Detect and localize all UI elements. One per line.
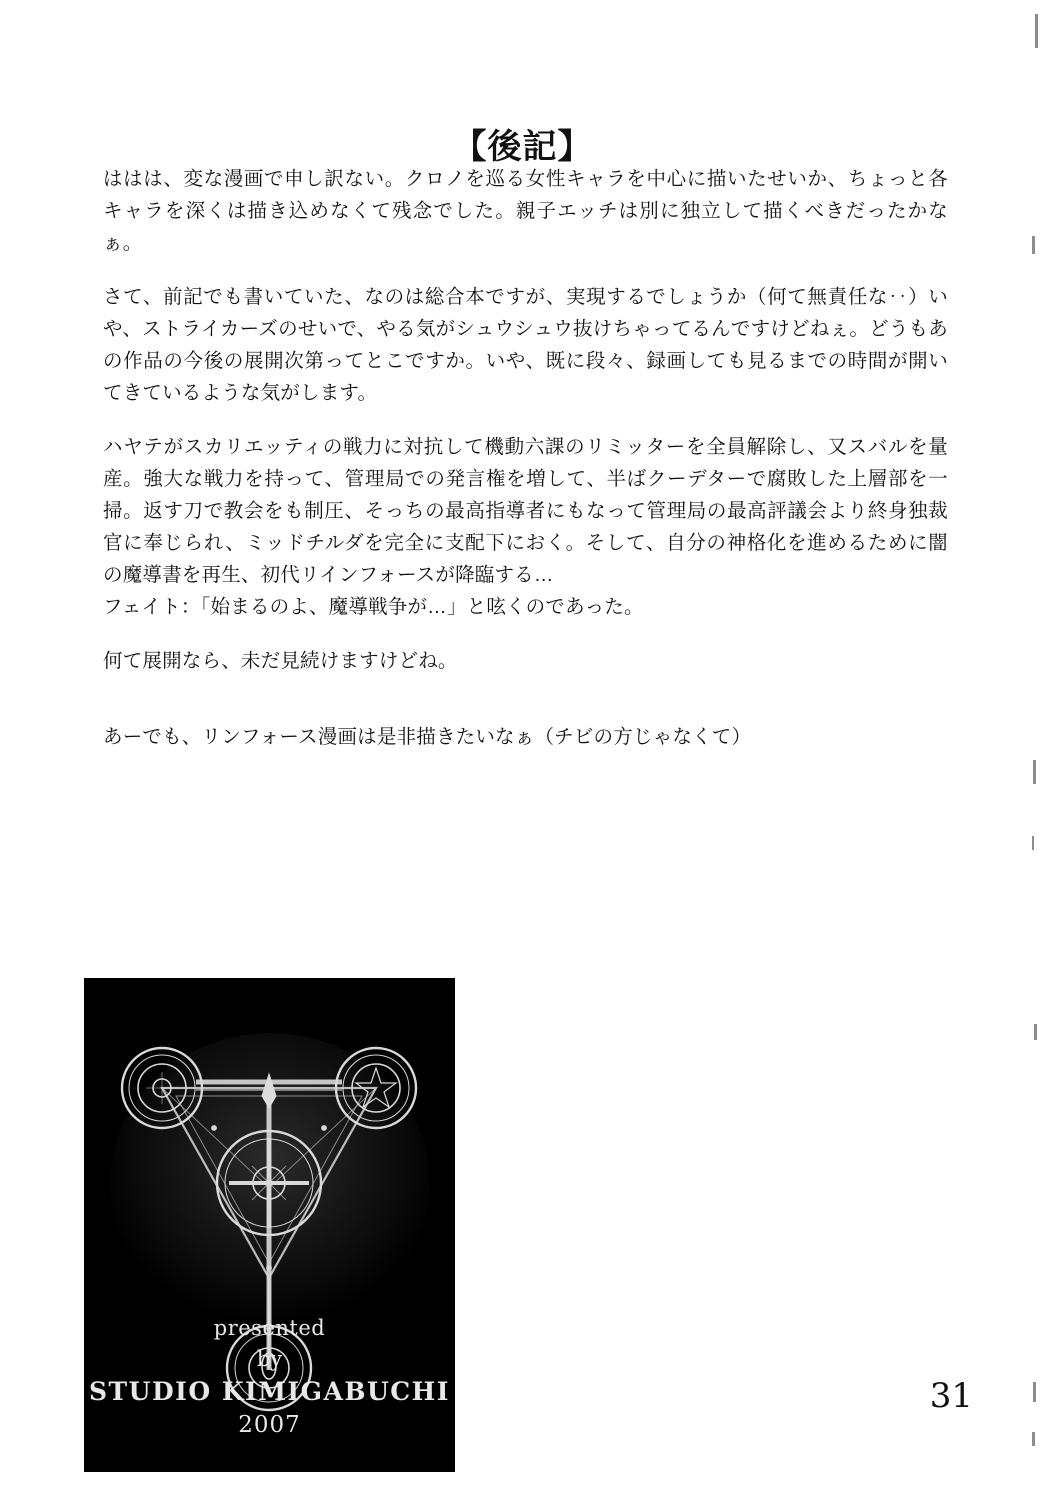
scan-edge-mark [1032,236,1035,254]
paragraph-4: フェイト：「始まるのよ、魔導戦争が…」と呟くのであった。 [103,596,644,618]
colophon-year: 2007 [238,1412,301,1438]
paragraph-5: 何て展開なら、未だ見続けますけどね。 [103,650,458,672]
scan-edge-mark [1032,836,1034,850]
paragraph-1: ははは、変な漫画で申し訳ない。クロノを巡る女性キャラを中心に描いたせいか、ちょっと各キャラを深くは描き込めなくて残念でした。親子エッチは別に独立して描くべきだったかなぁ。 [103,168,948,254]
page-number: 31 [929,1376,973,1416]
scan-edge-mark [1032,1432,1035,1446]
colophon-studio: STUDIO KIMIGABUCHI [89,1377,450,1406]
colophon-by: by [256,1347,283,1371]
scan-edge-mark [1033,760,1036,784]
afterword-body [103,163,948,775]
scan-edge-mark [1035,14,1038,48]
page-title: 【後記】 [452,127,593,166]
scan-edge-mark [1034,1024,1037,1040]
colophon-presented: presented [213,1316,326,1340]
paragraph-3: ハヤテがスカリエッティの戦力に対抗して機動六課のリミッターを全員解除し、又スバルを量産。強大な戦力を持って、管理局での発言権を増して、半ばクーデターで腐敗した上層部を一掃。返す刀で教会をも制圧、そっちの最高指導者にもなって管理局の最高評議会より終身独裁官に奉じられ、ミッドチルダを完全に支配下におく。そして、自分の神格化を進めるために闇の魔導書を再生、初代リインフォースが降臨する… [103,436,948,586]
colophon-block [84,978,455,1472]
scan-edge-mark [1033,1382,1036,1402]
paragraph-6: あーでも、リンフォース漫画は是非描きたいなぁ（チビの方じゃなくて） [103,726,752,748]
paragraph-2: さて、前記でも書いていた、なのは総合本ですが、実現するでしょうか（何て無責任な‥）いや、ストライカーズのせいで、やる気がシュウシュウ抜けちゃってるんですけどねぇ。どうもあの作品の今後の展開次第ってとこですか。いや、既に段々、録画しても見るまでの時間が開いてきているような気がします。 [103,286,948,404]
